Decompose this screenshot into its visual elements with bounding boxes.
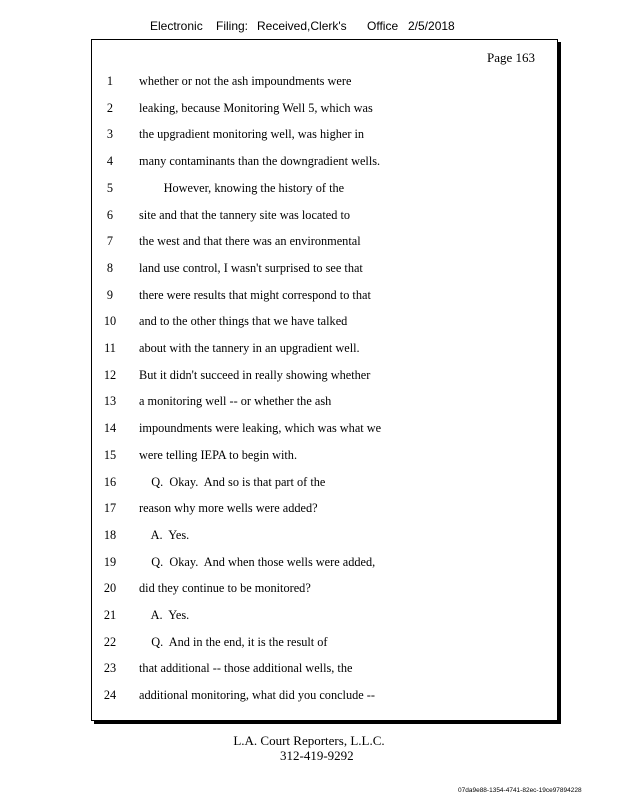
line-number: 6	[106, 207, 114, 222]
line-number: 19	[103, 554, 117, 569]
line-number: 2	[106, 100, 114, 115]
line-number: 18	[103, 527, 117, 542]
line-text: many contaminants than the downgradient wells.	[139, 154, 381, 169]
page-number: Page 163	[487, 50, 536, 65]
line-number: 3	[106, 127, 114, 142]
filing-header-filing: Filing:	[216, 19, 249, 33]
line-number: 21	[103, 608, 117, 622]
line-text: whether or not the ash impoundments were	[139, 74, 352, 88]
line-text: Q. And in the end, it is the result of	[139, 634, 328, 649]
line-text: there were results that might correspond to that	[139, 287, 371, 302]
line-text: and to the other things that we have talked	[139, 314, 348, 329]
line-number: 5	[106, 180, 114, 195]
line-number: 16	[103, 474, 117, 489]
filing-header	[0, 19, 618, 37]
filing-header-office: Office	[367, 19, 399, 33]
line-number: 24	[103, 688, 117, 703]
line-text: A. Yes.	[139, 527, 190, 542]
line-number: 20	[103, 581, 117, 596]
line-text: But it didn't succeed in really showing whether	[139, 367, 371, 382]
line-number: 10	[103, 314, 117, 329]
filing-header-electronic: Electronic	[150, 19, 203, 33]
line-text: However, knowing the history of the	[139, 180, 345, 195]
line-number: 22	[103, 634, 117, 649]
line-text: Q. Okay. And when those wells were added,	[139, 554, 376, 569]
line-text: did they continue to be monitored?	[139, 581, 311, 596]
line-number: 23	[103, 661, 117, 676]
line-text: land use control, I wasn't surprised to see that	[139, 260, 363, 275]
line-number: 7	[106, 234, 114, 249]
line-text: were telling IEPA to begin with.	[139, 447, 298, 462]
court-reporter-phone: 312-419-9292	[280, 748, 354, 763]
document-hash: 07da9e88-1354-4741-82ec-19ce97894228	[458, 787, 582, 794]
line-number: 8	[106, 260, 114, 275]
line-text: site and that the tannery site was located to	[139, 207, 351, 222]
line-text: the west and that there was an environmental	[139, 234, 361, 249]
line-text: the upgradient monitoring well, was higher in	[139, 127, 365, 142]
line-number: 9	[106, 287, 114, 302]
line-text: additional monitoring, what did you conclude --	[139, 688, 375, 703]
line-number: 13	[103, 394, 117, 409]
filing-header-date: 2/5/2018	[408, 19, 455, 33]
line-number: 1	[106, 74, 114, 88]
line-number: 11	[104, 341, 116, 355]
line-text: a monitoring well -- or whether the ash	[139, 394, 332, 409]
line-text: Q. Okay. And so is that part of the	[139, 474, 326, 489]
line-text: leaking, because Monitoring Well 5, which was	[139, 100, 373, 115]
line-number: 4	[106, 154, 114, 169]
line-number: 14	[103, 421, 117, 436]
line-text: A. Yes.	[139, 608, 190, 622]
court-reporter-name: L.A. Court Reporters, L.L.C.	[233, 733, 385, 748]
line-number: 15	[103, 447, 117, 462]
line-number: 12	[103, 367, 117, 382]
filing-header-received: Received,Clerk's	[257, 19, 347, 33]
line-text: that additional -- those additional wells, the	[139, 661, 353, 676]
line-text: impoundments were leaking, which was what we	[139, 421, 382, 436]
line-number: 17	[103, 501, 117, 516]
line-text: about with the tannery in an upgradient well.	[139, 341, 360, 355]
line-text: reason why more wells were added?	[139, 501, 318, 516]
